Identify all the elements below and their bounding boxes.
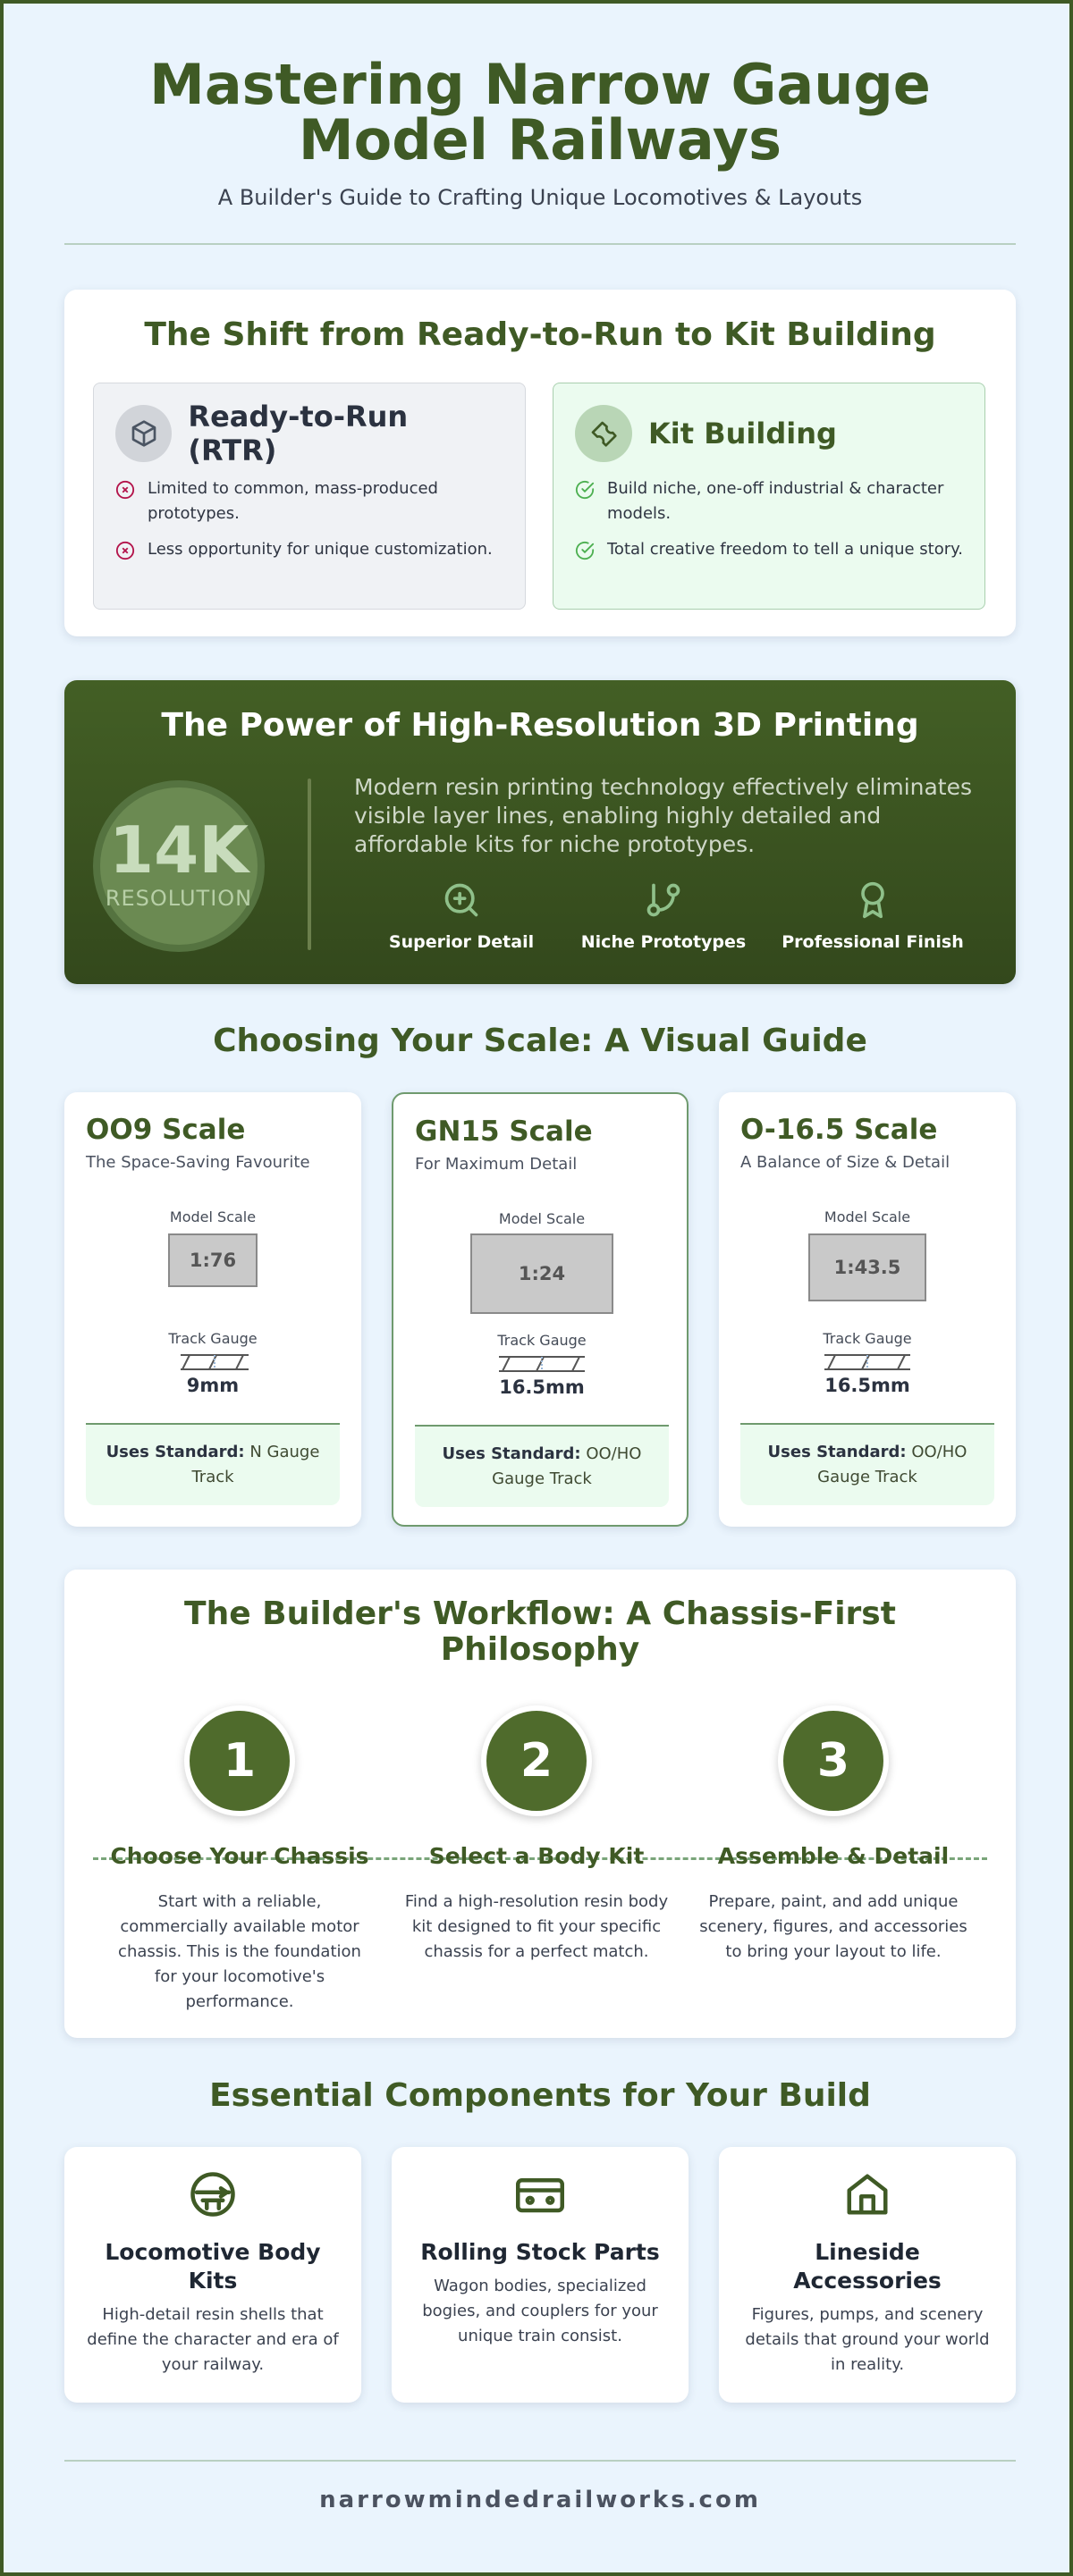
printing-description: Modern resin printing technology effectively eliminates visible layer lines, enabling highly detailed and affordable kits for niche prototypes. <box>354 774 973 857</box>
wrench-icon <box>575 405 632 462</box>
rtr-point: Limited to common, mass-produced prototypes. <box>115 476 503 526</box>
standard-note: Uses Standard: N Gauge Track <box>86 1423 340 1505</box>
workflow-title: The Builder's Workflow: A Chassis-First Philosophy <box>184 1595 896 1668</box>
track-gauge-icon <box>823 1351 912 1373</box>
feature-detail: Superior Detail <box>354 880 569 952</box>
printing-title: The Power of High-Resolution 3D Printing <box>161 707 919 744</box>
rtr-title: Ready-to-Run (RTR) <box>188 400 409 467</box>
kit-point: Build niche, one-off industrial & character models. <box>575 476 963 526</box>
scale-card-gn15: GN15 Scale For Maximum Detail Model Scale 1:24 Track Gauge 16.5mm Uses Standard: OO/HO Gauge Track <box>392 1092 689 1527</box>
git-branch-icon <box>644 880 683 920</box>
badge-label: RESOLUTION <box>105 886 253 911</box>
step-1-title: Choose Your Chassis <box>110 1843 369 1869</box>
step-1-number: 1 <box>184 1705 295 1816</box>
scale-ratio-box: 1:24 <box>470 1233 613 1314</box>
component-rolling-stock: Rolling Stock Parts Wagon bodies, specialized bogies, and couplers for your unique train consist. <box>392 2147 689 2403</box>
x-circle-icon <box>115 480 135 500</box>
scale-ratio-box: 1:43.5 <box>808 1233 926 1301</box>
footer-divider <box>64 2460 1016 2462</box>
track-gauge-icon <box>497 1353 587 1375</box>
track-gauge-icon <box>179 1351 250 1373</box>
component-body-kits: Locomotive Body Kits High-detail resin shells that define the character and era of your railway. <box>64 2147 361 2403</box>
component-lineside: Lineside Accessories Figures, pumps, and scenery details that ground your world in reality. <box>719 2147 1016 2403</box>
shift-title: The Shift from Ready-to-Run to Kit Building <box>144 316 936 353</box>
step-2-number: 2 <box>481 1705 592 1816</box>
wagon-icon <box>513 2170 567 2218</box>
step-3-title: Assemble & Detail <box>717 1843 950 1869</box>
printing-section <box>64 680 1016 984</box>
standard-note: Uses Standard: OO/HO Gauge Track <box>740 1423 994 1505</box>
components-title: Essential Components for Your Build <box>209 2077 871 2114</box>
rtr-panel <box>93 383 526 610</box>
step-1-desc: Start with a reliable, commercially available motor chassis. This is the foundation for your locomotive's performance. <box>118 1892 361 2011</box>
step-2-title: Select a Body Kit <box>428 1843 645 1869</box>
zoom-in-icon <box>442 880 481 920</box>
step-2-desc: Find a high-resolution resin body kit designed to fit your specific chassis for a perfect match. <box>404 1892 669 1961</box>
page-subtitle: A Builder's Guide to Crafting Unique Locomotives & Layouts <box>217 185 863 210</box>
x-circle-icon <box>115 541 135 560</box>
kit-title: Kit Building <box>648 417 837 450</box>
divider <box>64 243 1016 245</box>
kit-point: Total creative freedom to tell a unique story. <box>575 537 963 562</box>
step-3-desc: Prepare, paint, and add unique scenery, figures, and accessories to bring your layout to life. <box>699 1892 967 1961</box>
check-circle-icon <box>575 541 595 560</box>
home-icon <box>843 2170 891 2218</box>
check-circle-icon <box>575 480 595 500</box>
page-title: Mastering Narrow Gauge Model Railways <box>149 52 931 173</box>
step-3-number: 3 <box>778 1705 889 1816</box>
resolution-badge <box>93 780 265 952</box>
shift-section <box>64 290 1016 636</box>
scale-card-o165: O-16.5 Scale A Balance of Size & Detail Model Scale 1:43.5 Track Gauge 16.5mm Uses Standard: OO/HO Gauge Track <box>719 1092 1016 1527</box>
footer-site[interactable]: narrowmindedrailworks.com <box>319 2487 761 2513</box>
cube-icon <box>115 405 172 462</box>
rtr-point: Less opportunity for unique customization. <box>115 537 503 562</box>
feature-finish: Professional Finish <box>765 880 980 952</box>
feature-niche: Niche Prototypes <box>556 880 771 952</box>
scale-card-oo9: OO9 Scale The Space-Saving Favourite Model Scale 1:76 Track Gauge 9mm Uses Standard: N Gauge Track <box>64 1092 361 1527</box>
standard-note: Uses Standard: OO/HO Gauge Track <box>415 1425 669 1507</box>
vertical-divider <box>308 779 311 950</box>
award-icon <box>853 880 892 920</box>
train-icon <box>189 2170 237 2218</box>
badge-value: 14K <box>109 812 249 888</box>
kit-panel <box>553 383 985 610</box>
workflow-section <box>64 1570 1016 2038</box>
scale-title: Choosing Your Scale: A Visual Guide <box>213 1023 867 1059</box>
scale-ratio-box: 1:76 <box>168 1233 258 1287</box>
